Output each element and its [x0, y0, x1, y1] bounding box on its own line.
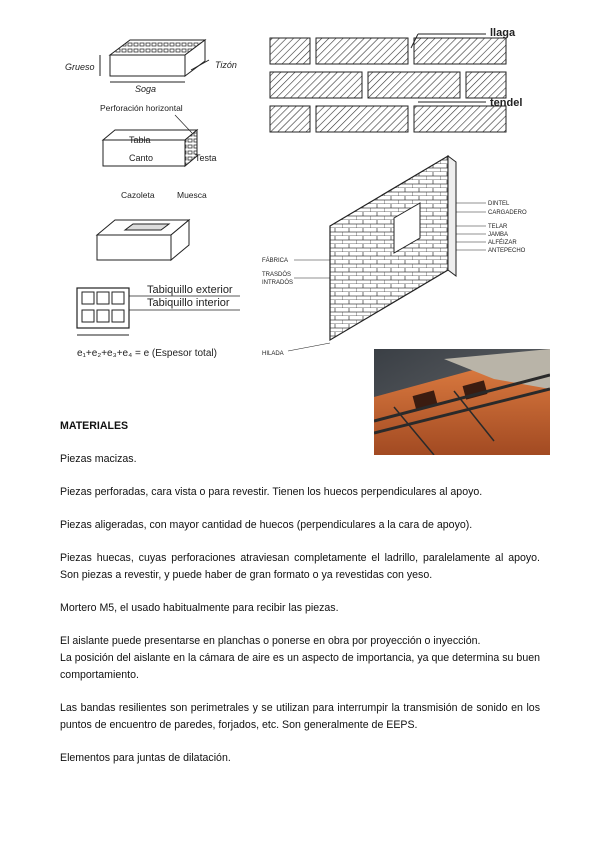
fabrica-label: FÁBRICA: [262, 258, 289, 264]
paragraph-piezas-macizas: Piezas macizas.: [60, 453, 137, 465]
materiales-heading: MATERIALES: [60, 420, 129, 432]
paragraph-mortero: Mortero M5, el usado habitualmente para recibir las piezas.: [60, 602, 339, 614]
perforated-brick: [100, 40, 209, 82]
soga-label: Soga: [135, 84, 157, 94]
hilada-label: HILADA: [262, 351, 284, 357]
canto-label: Canto: [129, 153, 154, 163]
brick-nomenclature-diagram: [55, 30, 255, 390]
grueso-label: Grueso: [65, 62, 95, 72]
cazoleta-label: Cazoleta: [121, 190, 155, 200]
perforacion-label: Perforación horizontal: [100, 103, 183, 113]
antepecho-label: ANTEPECHO: [488, 248, 526, 254]
paragraph-piezas-huecas: Piezas huecas, cuyas perforaciones atraviesan completamente el ladrillo, paralelamente al apoyo. Son piezas a revestir, y puede haber de gran formato o ya revestidas con yeso.: [60, 552, 540, 581]
llaga-label: llaga: [490, 28, 516, 39]
paragraph-juntas: Elementos para juntas de dilatación.: [60, 752, 231, 764]
espesor-formula: e₁+e₂+e₃+e₄ = e (Espesor total): [77, 348, 217, 359]
tabiquillo-exterior-label: Tabiquillo exterior: [147, 284, 233, 296]
muesca-label: Muesca: [177, 190, 207, 200]
paragraph-aislante-1: El aislante puede presentarse en planchas o ponerse en obra por proyección o inyección.: [60, 635, 481, 647]
alfeizar-label: ALFÉIZAR: [488, 240, 517, 246]
paragraph-piezas-perforadas: Piezas perforadas, cara vista o para revestir. Tienen los huecos perpendiculares al apoyo.: [60, 486, 483, 498]
paragraph-bandas-resilientes: Las bandas resilientes son perimetrales y se utilizan para interrumpir la transmisión de sonido en los puntos de encuentro de paredes, forjados, etc. Son generalmente de EEPS.: [60, 702, 540, 731]
paragraph-piezas-aligeradas: Piezas aligeradas, con mayor cantidad de huecos (perpendiculares a la cara de apoyo).: [60, 519, 473, 531]
tabla-label: Tabla: [129, 135, 151, 145]
tendel-label: tendel: [490, 97, 523, 109]
wall-elements-diagram: [258, 148, 550, 358]
intrados-label: INTRADÓS: [262, 280, 294, 286]
cargadero-label: CARGADERO: [488, 210, 527, 216]
tabiquillo-interior-label: Tabiquillo interior: [147, 297, 230, 309]
materials-text: [60, 418, 540, 767]
tizon-label: Tizón: [215, 60, 237, 70]
dintel-label: DINTEL: [488, 201, 510, 207]
cazoleta-brick: [97, 220, 189, 260]
testa-label: Testa: [195, 153, 217, 163]
telar-label: TELAR: [488, 224, 508, 230]
paragraph-aislante-2: La posición del aislante en la cámara de aire es un aspecto de importancia, ya que determina su buen comportamiento.: [60, 652, 540, 681]
jamba-label: JAMBA: [488, 232, 509, 238]
brick-bond-diagram: [268, 28, 550, 140]
trasdos-label: TRASDÓS: [262, 272, 292, 278]
